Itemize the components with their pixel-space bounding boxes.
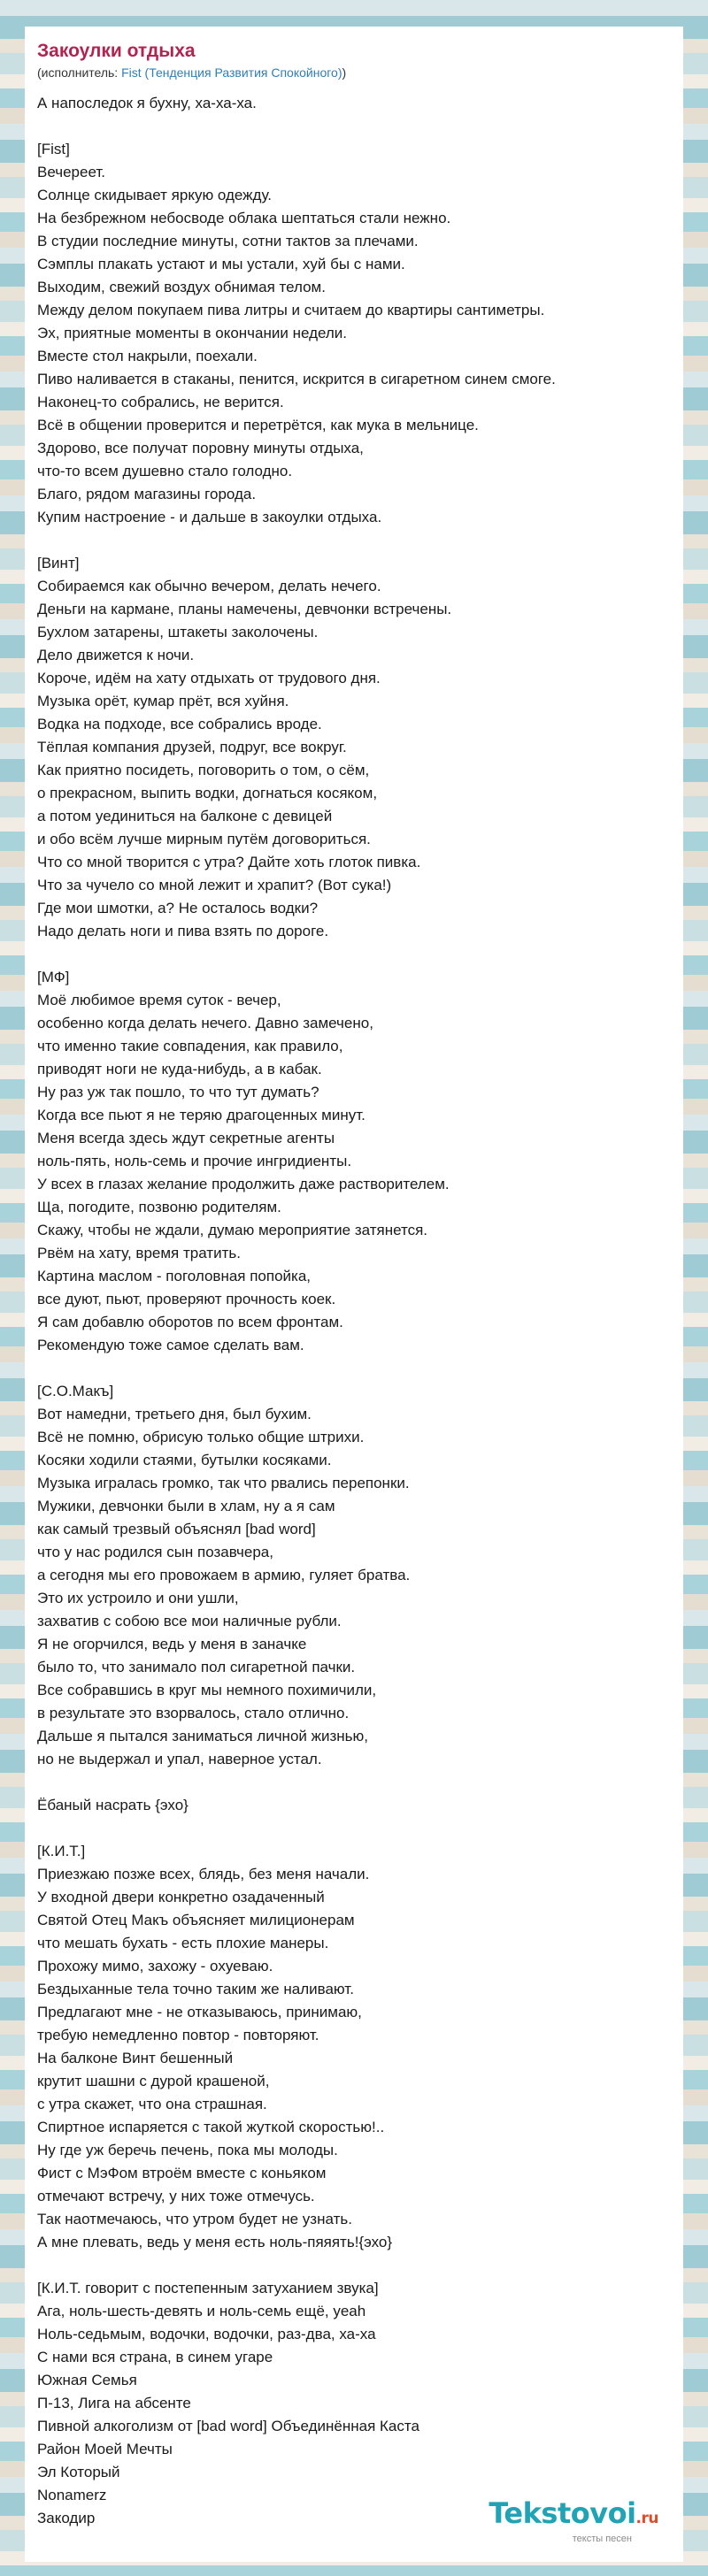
lyric-line: Пивной алкоголизм от [bad word] Объединённая Каста xyxy=(37,2418,419,2434)
lyric-line: что мешать бухать - есть плохие манеры. xyxy=(37,1935,329,1951)
lyric-line: У всех в глазах желание продолжить даже растворителем. xyxy=(37,1176,450,1192)
lyric-line: А напоследок я бухну, ха-ха-ха. xyxy=(37,95,257,111)
lyric-line: На безбрежном небосводе облака шептаться стали нежно. xyxy=(37,210,451,226)
lyric-line: Тёплая компания друзей, подруг, все вокруг. xyxy=(37,739,347,755)
lyric-line: но не выдержал и упал, наверное устал. xyxy=(37,1751,322,1767)
lyric-line: что именно такие совпадения, как правило, xyxy=(37,1038,343,1054)
lyric-line: Я не огорчился, ведь у меня в заначке xyxy=(37,1636,307,1652)
lyric-line xyxy=(37,529,671,552)
lyric-line: Деньги на кармане, планы намечены, девчонки встречены. xyxy=(37,601,452,617)
lyric-line: П-13, Лига на абсенте xyxy=(37,2395,191,2411)
lyric-line xyxy=(37,2254,671,2277)
lyric-line: Прохожу мимо, захожу - охуеваю. xyxy=(37,1958,273,1974)
lyric-line: Nonamerz xyxy=(37,2487,107,2503)
lyric-line: о прекрасном, выпить водки, догнаться косяком, xyxy=(37,785,378,801)
lyric-line: Собираемся как обычно вечером, делать нечего. xyxy=(37,578,381,594)
lyric-line: Как приятно посидеть, поговорить о том, о сём, xyxy=(37,762,370,778)
lyric-line: Всё не помню, обрисую только общие штрихи. xyxy=(37,1429,365,1445)
lyric-line: Ага, ноль-шесть-девять и ноль-семь ещё, yeah xyxy=(37,2303,366,2319)
lyric-line: На балконе Винт бешенный xyxy=(37,2050,234,2066)
lyric-line: Ноль-седьмым, водочки, водочки, раз-два, ха-ха xyxy=(37,2326,376,2342)
lyric-line: Моё любимое время суток - вечер, xyxy=(37,992,281,1008)
lyric-line: С нами вся страна, в синем угаре xyxy=(37,2349,273,2365)
lyric-line: Солнце скидывает яркую одежду. xyxy=(37,187,272,203)
lyric-line: Скажу, чтобы не ждали, думаю мероприятие затянется. xyxy=(37,1222,427,1238)
lyric-line: В студии последние минуты, сотни тактов за плечами. xyxy=(37,233,419,249)
lyric-line: Дело движется к ночи. xyxy=(37,647,195,663)
lyric-line: требую немедленно повтор - повторяют. xyxy=(37,2027,319,2043)
lyric-line: Выходим, свежий воздух обнимая телом. xyxy=(37,279,326,295)
lyric-line: особенно когда делать нечего. Давно замечено, xyxy=(37,1015,373,1031)
lyrics-body xyxy=(37,92,671,2530)
song-title: Закоулки отдыха xyxy=(37,41,196,61)
lyric-line: Предлагают мне - не отказываюсь, принимаю, xyxy=(37,2004,362,2020)
performer-link[interactable]: Fist (Тенденция Развития Спокойного) xyxy=(121,65,342,80)
lyric-line: было то, что занимало пол сигаретной пачки. xyxy=(37,1659,356,1675)
lyric-line: Спиртное испаряется с такой жуткой скоростью!.. xyxy=(37,2119,385,2135)
lyric-line: Район Моей Мечты xyxy=(37,2441,173,2457)
lyric-line: Наконец-то собрались, не верится. xyxy=(37,394,284,410)
performer-line xyxy=(37,64,671,81)
lyric-line: Купим настроение - и дальше в закоулки отдыха. xyxy=(37,509,382,525)
lyric-line: Святой Отец Макъ объясняет милиционерам xyxy=(37,1912,355,1928)
lyric-line: Фист с МэФом втроём вместе с коньяком xyxy=(37,2165,327,2181)
lyric-line: в результате это взорвалось, стало отлично. xyxy=(37,1705,350,1721)
lyric-line: А мне плевать, ведь у меня есть ноль-пяяять!{эхо} xyxy=(37,2234,393,2250)
lyric-line: Бухлом затарены, штакеты заколочены. xyxy=(37,624,319,640)
lyric-line: Это их устроило и они ушли, xyxy=(37,1590,239,1606)
lyric-line xyxy=(37,115,671,138)
site-logo-tld: .ru xyxy=(635,2510,658,2527)
lyric-line: Рвём на хату, время тратить. xyxy=(37,1245,241,1261)
lyric-line: Сэмплы плакать устают и мы устали, хуй бы с нами. xyxy=(37,256,405,272)
lyric-line: Всё в общении проверится и перетрётся, как мука в мельнице. xyxy=(37,417,479,433)
lyric-line: с утра скажет, что она страшная. xyxy=(37,2096,267,2112)
lyric-line: Вечереет. xyxy=(37,164,105,180)
site-logo-name: Tekstovoi xyxy=(489,2496,636,2530)
lyric-line: Здорово, все получат поровну минуты отдыха, xyxy=(37,440,364,456)
lyric-line: [МФ] xyxy=(37,969,70,985)
lyric-line: что у нас родился сын позавчера, xyxy=(37,1544,273,1560)
lyric-line: Мужики, девчонки были в хлам, ну а я сам xyxy=(37,1498,335,1514)
lyric-line: Эх, приятные моменты в окончании недели. xyxy=(37,325,348,341)
site-logo-wordmark xyxy=(489,2498,658,2534)
lyric-line xyxy=(37,1357,671,1380)
lyric-line: Что со мной творится с утра? Дайте хоть глоток пивка. xyxy=(37,854,421,870)
lyric-line: [С.О.Макъ] xyxy=(37,1383,114,1399)
lyric-line: Ёбаный насрать {эхо} xyxy=(37,1797,189,1813)
lyric-line: что-то всем душевно стало голодно. xyxy=(37,463,293,479)
lyric-line: а потом уединиться на балконе с девицей xyxy=(37,808,333,824)
lyric-line: [К.И.Т. говорит с постепенным затуханием звука] xyxy=(37,2280,379,2296)
lyric-line: Эл Который xyxy=(37,2464,120,2480)
performer-prefix: (исполнитель: xyxy=(37,65,122,80)
lyric-line: Картина маслом - поголовная попойка, xyxy=(37,1268,312,1284)
lyric-line: Меня всегда здесь ждут секретные агенты xyxy=(37,1130,335,1146)
lyric-line: Южная Семья xyxy=(37,2372,137,2388)
lyric-line: Благо, рядом магазины города. xyxy=(37,486,257,502)
lyric-line: Так наотмечаюсь, что утром будет не узнать. xyxy=(37,2211,352,2227)
lyric-line xyxy=(37,1817,671,1840)
lyric-line: Дальше я пытался заниматься личной жизнью, xyxy=(37,1728,368,1744)
lyric-line xyxy=(37,1771,671,1794)
lyric-line: Рекомендую тоже самое сделать вам. xyxy=(37,1337,304,1353)
lyric-line: Все собравшись в круг мы немного похимичили, xyxy=(37,1682,377,1698)
lyric-line: Я сам добавлю оборотов по всем фронтам. xyxy=(37,1314,343,1330)
performer-suffix: ) xyxy=(342,65,347,80)
lyric-line: Надо делать ноги и пива взять по дороге. xyxy=(37,923,329,939)
lyric-line: Косяки ходили стаями, бутылки косяками. xyxy=(37,1452,332,1468)
lyric-line xyxy=(37,943,671,966)
lyric-line: [Винт] xyxy=(37,555,80,571)
lyric-line: Закодир xyxy=(37,2510,96,2526)
lyric-line: [К.И.Т.] xyxy=(37,1843,86,1859)
lyric-line: и обо всём лучше мирным путём договориться. xyxy=(37,831,371,847)
lyrics-panel xyxy=(25,27,683,2562)
lyric-line: Ща, погодите, позвоню родителям. xyxy=(37,1199,281,1215)
lyric-line: все дуют, пьют, проверяют прочность коек. xyxy=(37,1291,336,1307)
lyric-line: приводят ноги не куда-нибудь, а в кабак. xyxy=(37,1061,322,1077)
lyric-line: а сегодня мы его провожаем в армию, гуляет братва. xyxy=(37,1567,411,1583)
lyric-line: [Fist] xyxy=(37,141,70,157)
lyric-line: Между делом покупаем пива литры и считаем до квартиры сантиметры. xyxy=(37,302,545,318)
lyric-line: Где мои шмотки, а? Не осталось водки? xyxy=(37,900,319,916)
site-logo-tagline: тексты песен xyxy=(572,2534,632,2544)
lyric-line: Ну раз уж так пошло, то что тут думать? xyxy=(37,1084,319,1100)
lyric-line: Водка на подходе, все собрались вроде. xyxy=(37,716,322,732)
lyric-line: Вот намедни, третьего дня, был бухим. xyxy=(37,1406,312,1422)
lyric-line: Пиво наливается в стаканы, пенится, искрится в сигаретном синем смоге. xyxy=(37,371,556,387)
lyric-line: Что за чучело со мной лежит и храпит? (Вот сука!) xyxy=(37,877,392,893)
lyric-line: как самый трезвый объяснял [bad word] xyxy=(37,1521,316,1537)
lyric-line: Короче, идём на хату отдыхать от трудового дня. xyxy=(37,670,381,686)
lyric-line: крутит шашни с дурой крашеной, xyxy=(37,2073,270,2089)
lyric-line: Музыка игралась громко, так что рвались перепонки. xyxy=(37,1475,410,1491)
lyric-line: Когда все пьют я не теряю драгоценных минут. xyxy=(37,1107,366,1123)
lyric-line: отмечают встречу, у них тоже отмечусь. xyxy=(37,2188,315,2204)
lyric-line: Бездыханные тела точно таким же наливают. xyxy=(37,1981,354,1997)
lyric-line: захватив с собою все мои наличные рубли. xyxy=(37,1613,342,1629)
lyric-line: Вместе стол накрыли, поехали. xyxy=(37,348,258,364)
lyric-line: Приезжаю позже всех, блядь, без меня начали. xyxy=(37,1866,370,1882)
lyric-line: Ну где уж беречь печень, пока мы молоды. xyxy=(37,2142,338,2158)
lyric-line: Музыка орёт, кумар прёт, вся хуйня. xyxy=(37,693,289,709)
lyric-line: ноль-пять, ноль-семь и прочие ингридиенты. xyxy=(37,1153,352,1169)
site-logo[interactable] xyxy=(489,2498,658,2544)
lyric-line: У входной двери конкретно озадаченный xyxy=(37,1889,325,1905)
